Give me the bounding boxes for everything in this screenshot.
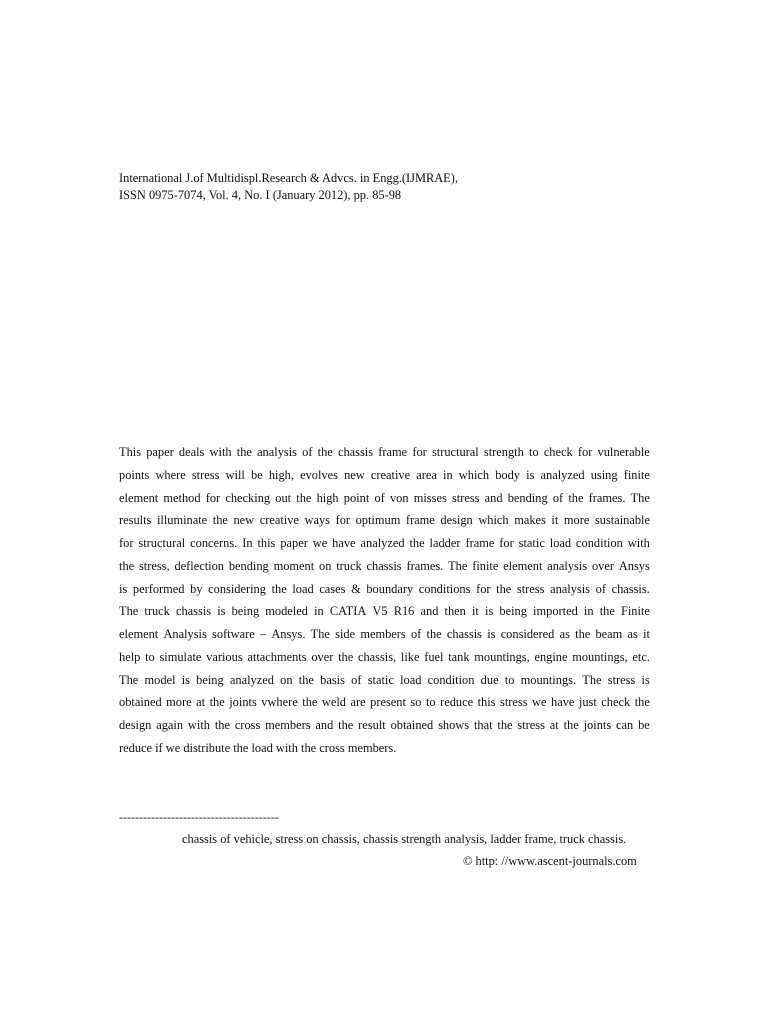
abstract-word: deals [178,445,205,459]
abstract-word: stress [516,581,545,596]
abstract-word: point [343,490,370,505]
abstract-word: the [409,536,425,550]
abstract-word: analyzed [540,467,585,482]
abstract-word: is [526,467,535,482]
abstract-word: conditions [418,581,471,596]
abstract-word: tank [448,649,470,664]
abstract-word: misses [413,490,447,505]
abstract-word: deflection [174,558,224,573]
abstract-word: the [338,718,354,732]
abstract-word: it [471,604,479,619]
abstract-word: – [259,627,267,641]
journal-header [119,170,679,204]
abstract-word: Analysis [163,627,207,641]
abstract-word: to [425,695,436,710]
abstract-word: strength [483,445,524,459]
abstract-word: as [627,627,638,641]
abstract-word: is [119,581,128,596]
abstract-word: for [335,513,351,528]
abstract-word: the [296,490,312,505]
abstract-word: and [315,718,334,732]
abstract-word: is [181,672,190,687]
journal-title-line: International J.of Multidispl.Research & Advcs. in Engg.(IJMRAE), [119,171,458,185]
abstract-word: The [630,490,650,505]
abstract-word: structural [431,445,479,459]
abstract-word: shows [438,718,470,732]
abstract-word: check [543,445,573,459]
abstract-word: stress [191,467,220,482]
abstract-word: again [156,718,184,732]
abstract-word: boundary [366,581,414,596]
abstract-word: the [317,445,333,459]
abstract-word: the [209,695,225,710]
abstract-word: is [487,627,496,641]
abstract-word: then [444,604,466,619]
abstract-line [119,532,650,555]
abstract-word: body [495,467,520,482]
abstract-line: reduce if we distribute the load with the cross members. [119,740,397,755]
abstract-word: etc. [632,649,650,664]
copyright-line: © http: //www.ascent-journals.com [463,854,637,868]
abstract-word: for [577,445,593,459]
abstract-word: design [119,718,152,732]
abstract-word: The [119,604,139,619]
abstract-word: by [190,581,203,596]
abstract-word: is [485,604,494,619]
abstract-line [119,646,650,669]
abstract-word: just [578,695,597,710]
abstract-word: finite [472,558,499,573]
abstract-word: this [477,695,496,710]
abstract-word: analysis [257,445,297,459]
abstract-line [119,669,650,692]
abstract-word: optimum [355,513,401,528]
abstract-word: frames. [588,490,626,505]
abstract-word: moment [273,558,315,573]
abstract-word: the [236,445,252,459]
abstract-word: vwhere [261,695,298,710]
abstract-word: area [416,467,437,482]
abstract-word: the [599,604,615,619]
abstract-word: in [443,467,453,482]
abstract-word: have [332,536,356,550]
abstract-word: This [119,445,142,459]
abstract-word: to [504,672,515,687]
abstract-paragraph [119,441,650,760]
abstract-word: considered [500,627,555,641]
abstract-word: members [360,627,406,641]
abstract-word: V5 [372,604,388,619]
abstract-word: method [163,490,201,505]
abstract-word: modeled [265,604,308,619]
abstract-word: element [503,558,543,573]
abstract-word: various [206,649,243,664]
abstract-word: the [497,718,513,732]
abstract-word: over [591,558,614,573]
abstract-word: the [575,627,591,641]
abstract-word: beam [595,627,623,641]
abstract-word: analysis [550,581,590,596]
abstract-word: load [549,536,572,550]
abstract-word: as [559,627,570,641]
abstract-word: bending [228,558,269,573]
abstract-word: condition [576,536,623,550]
abstract-word: The [448,558,468,573]
abstract-word: at [549,718,559,732]
abstract-word: using [590,467,618,482]
abstract-word: vulnerable [597,445,650,459]
abstract-word: of [595,581,606,596]
abstract-word: more [166,695,192,710]
abstract-word: where [155,467,186,482]
abstract-word: static [518,536,545,550]
abstract-line [119,578,650,601]
abstract-word: The [119,672,139,687]
abstract-word: ladder [429,536,461,550]
abstract-word: the [568,490,584,505]
abstract-word: evolves [300,467,338,482]
abstract-line [119,714,650,737]
abstract-word: makes [514,513,546,528]
abstract-word: stress, [138,558,170,573]
abstract-word: for [205,490,221,505]
abstract-word: condition [427,672,475,687]
abstract-word: frame [465,536,495,550]
abstract-word: we [532,695,547,710]
abstract-word: will [225,467,245,482]
abstract-word: result [358,718,386,732]
abstract-word: fuel [424,649,444,664]
abstract-word: obtained [119,695,162,710]
abstract-word: to [529,445,539,459]
abstract-word: mountings, [474,649,530,664]
abstract-word: with [209,445,232,459]
abstract-word: the [298,672,314,687]
abstract-word: being [231,604,260,619]
abstract-word: von [389,490,409,505]
abstract-word: CATIA [329,604,367,619]
abstract-word: new [344,467,365,482]
abstract-word: structural [138,536,186,550]
abstract-word: in [583,604,594,619]
abstract-word: ways [304,513,330,528]
abstract-word: The [310,627,330,641]
abstract-word: cross [234,718,261,732]
abstract-word: for [412,445,427,459]
abstract-word: on [319,558,332,573]
abstract-word: the [496,581,512,596]
abstract-word: of [351,672,362,687]
abstract-word: stress [517,718,545,732]
abstract-word: finite [623,467,650,482]
abstract-line [119,464,650,487]
abstract-word: In [242,536,253,550]
abstract-word: for [119,536,134,550]
abstract-word: chassis [337,445,374,459]
abstract-word: the [271,581,287,596]
abstract-word: chassis [366,558,402,573]
abstract-word: on [280,672,293,687]
abstract-word: and [484,490,503,505]
abstract-word: this [257,536,276,550]
abstract-word: the [338,649,354,664]
abstract-word: frames. [406,558,444,573]
abstract-word: being [196,672,224,687]
abstract-word: the [119,558,135,573]
abstract-word: element [119,490,159,505]
abstract-word: analysis [547,558,588,573]
abstract-word: be [638,718,650,732]
abstract-word: the [634,695,650,710]
abstract-line [119,691,650,714]
abstract-word: like [400,649,420,664]
abstract-word: of [410,627,422,641]
abstract-word: members [265,718,311,732]
abstract-line [119,600,650,623]
abstract-word: more [563,513,590,528]
abstract-word: that [473,718,493,732]
abstract-word: frame [378,445,408,459]
abstract-word: load [292,581,314,596]
abstract-word: which [478,513,509,528]
abstract-word: check [601,695,631,710]
abstract-word: in [314,604,324,619]
abstract-word: high, [268,467,294,482]
abstract-word: considering [208,581,266,596]
abstract-word: and [420,604,439,619]
abstract-word: chassis. [611,581,650,596]
abstract-word: chassis [446,627,482,641]
abstract-word: out [275,490,292,505]
abstract-word: being [499,604,527,619]
abstract-word: stress [500,695,528,710]
abstract-word: is [641,672,650,687]
abstract-word: with [627,536,650,550]
abstract-word: can [616,718,634,732]
abstract-word: creative [370,467,411,482]
abstract-word: joints [229,695,257,710]
abstract-word: weld [321,695,346,710]
abstract-word: high [316,490,339,505]
abstract-word: simulate [159,649,202,664]
abstract-word: truck [336,558,362,573]
abstract-line [119,509,650,532]
abstract-word: are [350,695,366,710]
abstract-word: element [119,627,159,641]
abstract-word: imported [533,604,578,619]
abstract-word: it [551,513,559,528]
abstract-word: help [119,649,141,664]
abstract-word: be [250,467,263,482]
abstract-word: new [233,513,255,528]
abstract-line [119,487,650,510]
abstract-word: frame [405,513,435,528]
issn-line: ISSN 0975-7074, Vol. 4, No. I (January 2012), pp. 85-98 [119,188,402,202]
abstract-word: Finite [620,604,650,619]
abstract-word: mountings, [572,649,628,664]
abstract-word: is [217,604,226,619]
abstract-word: the [302,695,318,710]
abstract-word: of [374,490,385,505]
abstract-word: points [119,467,150,482]
abstract-word: the [563,718,579,732]
abstract-word: it [643,627,650,641]
abstract-word: joints [583,718,612,732]
abstract-word: chassis [175,604,212,619]
abstract-word: so [410,695,422,710]
abstract-word: results [119,513,152,528]
abstract-word: the [214,718,230,732]
abstract-word: for [499,536,514,550]
abstract-word: static [367,672,394,687]
abstract-word: obtained [390,718,434,732]
abstract-word: load [400,672,422,687]
abstract-word: which [458,467,490,482]
abstract-word: analyzed [360,536,405,550]
abstract-word: bending [507,490,548,505]
abstract-word: at [196,695,206,710]
abstract-word: over [311,649,334,664]
abstract-word: The [582,672,602,687]
abstract-word: basis [320,672,345,687]
abstract-word: engine [534,649,568,664]
abstract-word: performed [132,581,185,596]
abstract-word: concerns. [190,536,238,550]
abstract-line [119,555,650,578]
abstract-word: model [144,672,176,687]
abstract-word: R16 [393,604,415,619]
abstract-word: Ansys [618,558,650,573]
abstract-word: mountings. [520,672,577,687]
abstract-word: have [551,695,575,710]
abstract-word: we [312,536,328,550]
abstract-word: chassis, [357,649,397,664]
keywords-line: chassis of vehicle, stress on chassis, chassis strength analysis, ladder frame, truck chassis. [182,832,627,846]
abstract-word: stress [607,672,636,687]
abstract-word: creative [259,513,299,528]
abstract-word: side [335,627,356,641]
abstract-word: software [212,627,255,641]
abstract-line [119,441,650,464]
abstract-word: with [187,718,210,732]
abstract-word: paper [280,536,308,550]
abstract-word: cases [319,581,346,596]
abstract-word: illuminate [156,513,208,528]
abstract-word: of [302,445,313,459]
abstract-word: sustainable [594,513,650,528]
abstract-word: Ansys. [271,627,306,641]
abstract-word: for [476,581,491,596]
abstract-word: due [480,672,499,687]
abstract-word: analyzed [229,672,274,687]
abstract-word: reduce [440,695,474,710]
abstract-word: design [440,513,473,528]
abstract-word: stress [451,490,480,505]
abstract-word: present [370,695,406,710]
abstract-word: paper [146,445,174,459]
abstract-line [119,623,650,646]
abstract-word: the [426,627,442,641]
abstract-word: to [145,649,155,664]
abstract-word: of [552,490,564,505]
abstract-word: the [212,513,228,528]
abstract-word: & [351,581,361,596]
abstract-word: truck [144,604,170,619]
footnote-separator: ---------------------------------------- [119,810,279,824]
abstract-word: checking [225,490,271,505]
abstract-word: attachments [247,649,307,664]
